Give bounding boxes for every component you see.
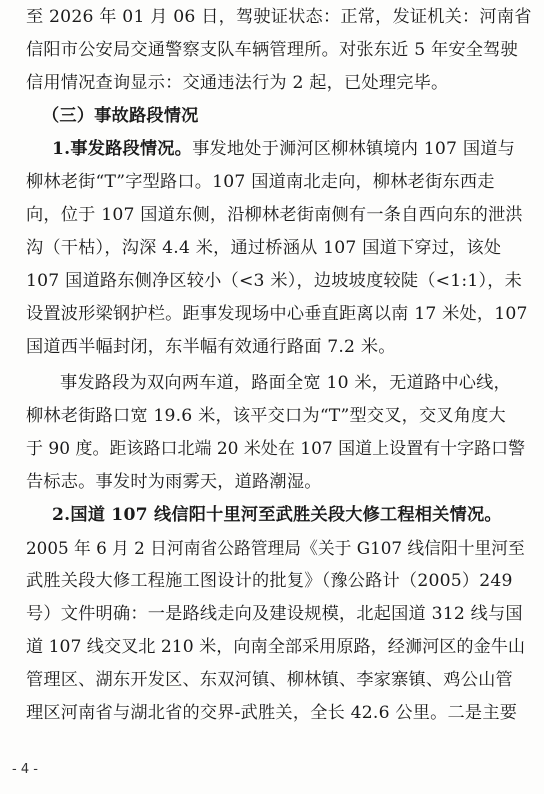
text-line-21: 管理区、湖东开发区、东双河镇、柳林镇、李家寨镇、鸡公山管 [26,670,513,690]
page-number: - 4 - [12,762,38,777]
text-line-20: 道 107 线交叉北 210 米，向南全部采用原路，经浉河区的金牛山 [26,637,526,657]
paragraph-2-first-line: 事发路段为双向两车道，路面全宽 10 米，无道路中心线， [60,373,511,393]
text-line-1: 至 2026 年 01 月 06 日，驾驶证状态：正常，发证机关：河南省 [26,7,532,27]
text-line-22: 理区河南省与湖北省的交界-武胜关，全长 42.6 公里。二是主要 [26,703,518,723]
text-line-2: 信阳市公安局交通警察支队车辆管理所。对张东近 5 年安全驾驶 [26,40,518,60]
text-line-9: 107 国道路东侧净区较小（<3 米），边坡坡度较陡（<1:1），未 [26,271,523,291]
text-line-11: 国道西半幅封闭，东半幅有效通行路面 7.2 米。 [26,337,396,357]
text-line-3: 信用情况查询显示：交通违法行为 2 起，已处理完毕。 [26,73,449,93]
text-line-6: 柳林老街“T”字型路口。107 国道南北走向，柳林老街东西走 [26,172,495,192]
text-line-14: 于 90 度。距该路口北端 20 米处在 107 国道上设置有十字路口警 [26,439,526,459]
subsection-heading-1: 1.事发路段情况。 [52,139,193,159]
text-line-13: 柳林老街路口宽 19.6 米，该平交口为“T”型交叉，交叉角度大 [26,406,506,426]
text-line-8: 沟（干枯），沟深 4.4 米，通过桥涵从 107 国道下穿过，该处 [26,238,502,258]
text-line-7: 向，位于 107 国道东侧，沿柳林老街南侧有一条自西向东的泄洪 [26,205,523,225]
text-line-17: 2005 年 6 月 2 日河南省公路管理局《关于 G107 线信阳十里河至 [26,538,525,558]
section-heading-accident-road: （三）事故路段情况 [42,106,199,126]
subsection-heading-2: 2.国道 107 线信阳十里河至武胜关段大修工程相关情况。 [52,505,502,525]
text-line-19: 号）文件明确：一是路线走向及建设规模，北起国道 312 线与国 [26,604,523,624]
paragraph-1-first-line-text: 事发地处于浉河区柳林镇境内 107 国道与 [192,139,515,159]
text-line-15: 告标志。事发时为雨雾天，道路潮湿。 [26,472,322,492]
text-line-10: 设置波形梁钢护栏。距事发现场中心垂直距离以南 17 米处，107 [26,304,528,324]
text-line-18: 武胜关段大修工程施工图设计的批复》（豫公路计（2005）249 [26,571,513,591]
paragraph-1-first-line [52,138,515,160]
